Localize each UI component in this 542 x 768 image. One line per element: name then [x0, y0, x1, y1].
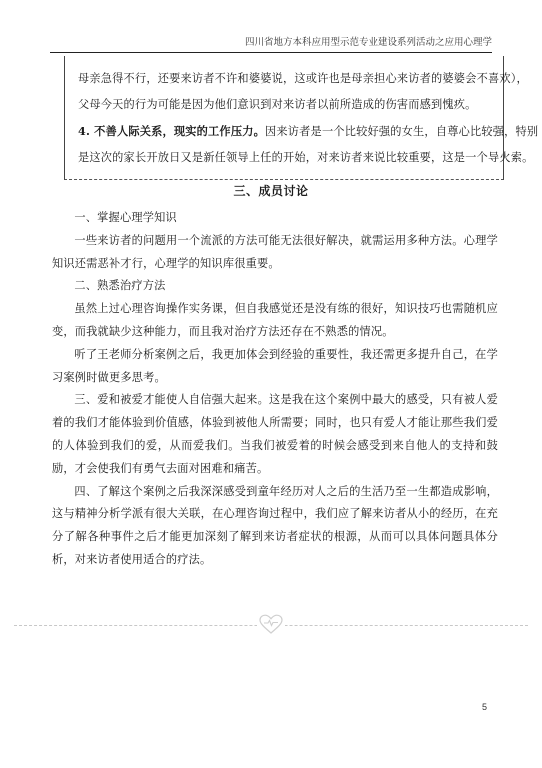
paragraph: 一些来访者的问题用一个流派的方法可能无法很好解决，就需运用多种方法。心理学知识还需恶补才行，心理学的知识库很重要。 [52, 233, 498, 270]
header-title: 四川省地方本科应用型示范专业建设系列活动之应用心理学 [244, 37, 492, 48]
box-line: 父母今天的行为可能是因为他们意识到对来访者以前所造成的伤害而感到愧疚。 [78, 98, 477, 111]
page-number: 5 [482, 702, 488, 712]
subheading-methods: 二、熟悉治疗方法 [74, 279, 166, 293]
box-item-4 [78, 118, 539, 145]
paragraph: 三、爱和被爱才能使人自信强大起来。这是我在这个案例中最大的感受，只有被人爱着的我们才能体验到价值感，体验到被他人所需要；同时，也只有爱人才能让那些我们爱的人体验到我们的爱，从而爱我们。当我们被爱着的时候会感受到来自他人的支持和鼓励，才会使我们有勇气去面对困难和痛苦。 [52, 393, 498, 475]
heart-icon [257, 613, 285, 637]
page-header [50, 36, 492, 53]
section-title: 三、成员讨论 [233, 184, 309, 198]
box-line: 母亲急得不行，还要来访者不许和婆婆说，这或许也是母亲担心来访者的婆婆会不喜欢）， [78, 72, 528, 85]
box-item-4-heading: 4. 不善人际关系，现实的工作压力。 [78, 124, 265, 138]
paragraph: 听了王老师分析案例之后，我更加体会到经验的重要性，我还需更多提升自己，在学习案例时做更多思考。 [52, 347, 498, 384]
subheading-knowledge: 一、掌握心理学知识 [74, 211, 177, 224]
case-analysis-box [64, 56, 539, 180]
paragraph: 虽然上过心理咨询操作实务课，但自我感觉还是没有练的很好，知识技巧也需随机应变，而我就缺少这种能力，而且我对治疗方法还存在不熟悉的情况。 [52, 302, 498, 338]
box-item-4-text: 因来访者是一个比较好强的女生，自尊心比较强，特别 [265, 125, 539, 138]
paragraph: 四、了解这个案例之后我深深感受到童年经历对人之后的生活乃至一生都造成影响，这与精神分析学派有很大关联，在心理咨询过程中，我们应了解来访者从小的经历，在充分了解各种事件之后才能更加深刻了解到来访者症状的根源，从而可以具体问题具体分析，对来访者使用适合的疗法。 [52, 484, 498, 566]
box-line: 是这次的家长开放日又是新任领导上任的开始，对来访者来说比较重要，这是一个导火索。 [78, 151, 534, 164]
discussion-body [52, 207, 498, 572]
